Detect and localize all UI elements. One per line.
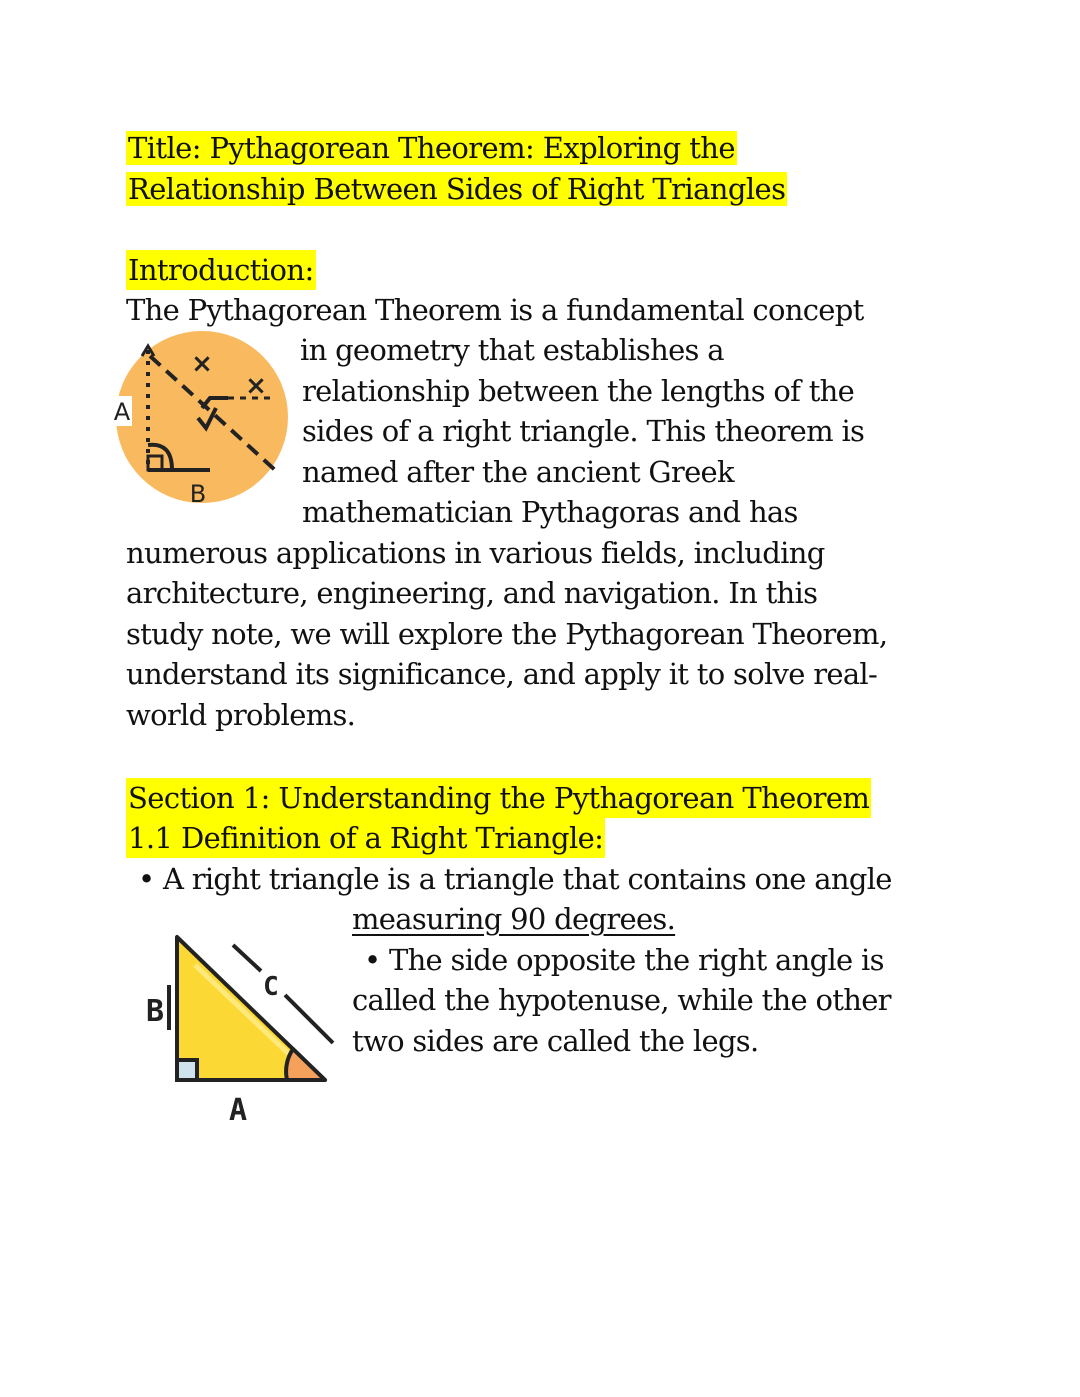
introduction-heading: Introduction: bbox=[126, 250, 316, 290]
intro-line: world problems. bbox=[126, 698, 356, 732]
title-line-1: Title: Pythagorean Theorem: Exploring the bbox=[128, 131, 735, 165]
bullet-symbol: • bbox=[364, 943, 381, 977]
intro-line: sides of a right triangle. This theorem is bbox=[302, 414, 865, 448]
title-line-2: Relationship Between Sides of Right Triangles bbox=[128, 172, 786, 206]
label-b: B bbox=[145, 994, 165, 1029]
right-triangle-icon bbox=[135, 925, 345, 1130]
intro-line: relationship between the lengths of the bbox=[302, 374, 855, 408]
intro-line: mathematician Pythagoras and has bbox=[302, 495, 798, 529]
intro-line: architecture, engineering, and navigation. In this bbox=[126, 576, 818, 610]
bullet-continuation: two sides are called the legs. bbox=[352, 1024, 759, 1058]
x-mark-1: × bbox=[191, 349, 213, 379]
intro-line: understand its significance, and apply it to solve real- bbox=[126, 657, 878, 691]
bullet-item bbox=[138, 859, 892, 900]
label-c: C bbox=[263, 972, 279, 1002]
intro-line: named after the ancient Greek bbox=[302, 455, 734, 489]
intro-line: study note, we will explore the Pythagorean Theorem, bbox=[126, 617, 888, 651]
section-1-heading: Section 1: Understanding the Pythagorean Theorem bbox=[126, 778, 871, 818]
x-mark-2: × bbox=[245, 371, 267, 401]
bullet-item bbox=[364, 940, 884, 981]
bullet-text: A right triangle is a triangle that contains one angle bbox=[162, 862, 892, 896]
label-a: A bbox=[228, 1093, 248, 1128]
document-title bbox=[126, 128, 787, 210]
geometry-circle-icon bbox=[110, 330, 295, 510]
bullet-continuation: measuring 90 degrees. bbox=[352, 902, 676, 936]
intro-line: The Pythagorean Theorem is a fundamental concept bbox=[126, 293, 864, 327]
intro-line: numerous applications in various fields, including bbox=[126, 536, 825, 570]
subsection-1-1-heading: 1.1 Definition of a Right Triangle: bbox=[126, 818, 605, 858]
intro-line: in geometry that establishes a bbox=[300, 333, 724, 367]
label-a: A bbox=[113, 398, 131, 426]
bullet-symbol: • bbox=[138, 862, 155, 896]
bullet-continuation: called the hypotenuse, while the other bbox=[352, 983, 891, 1017]
bullet-text: The side opposite the right angle is bbox=[388, 943, 884, 977]
label-b: B bbox=[189, 480, 207, 508]
